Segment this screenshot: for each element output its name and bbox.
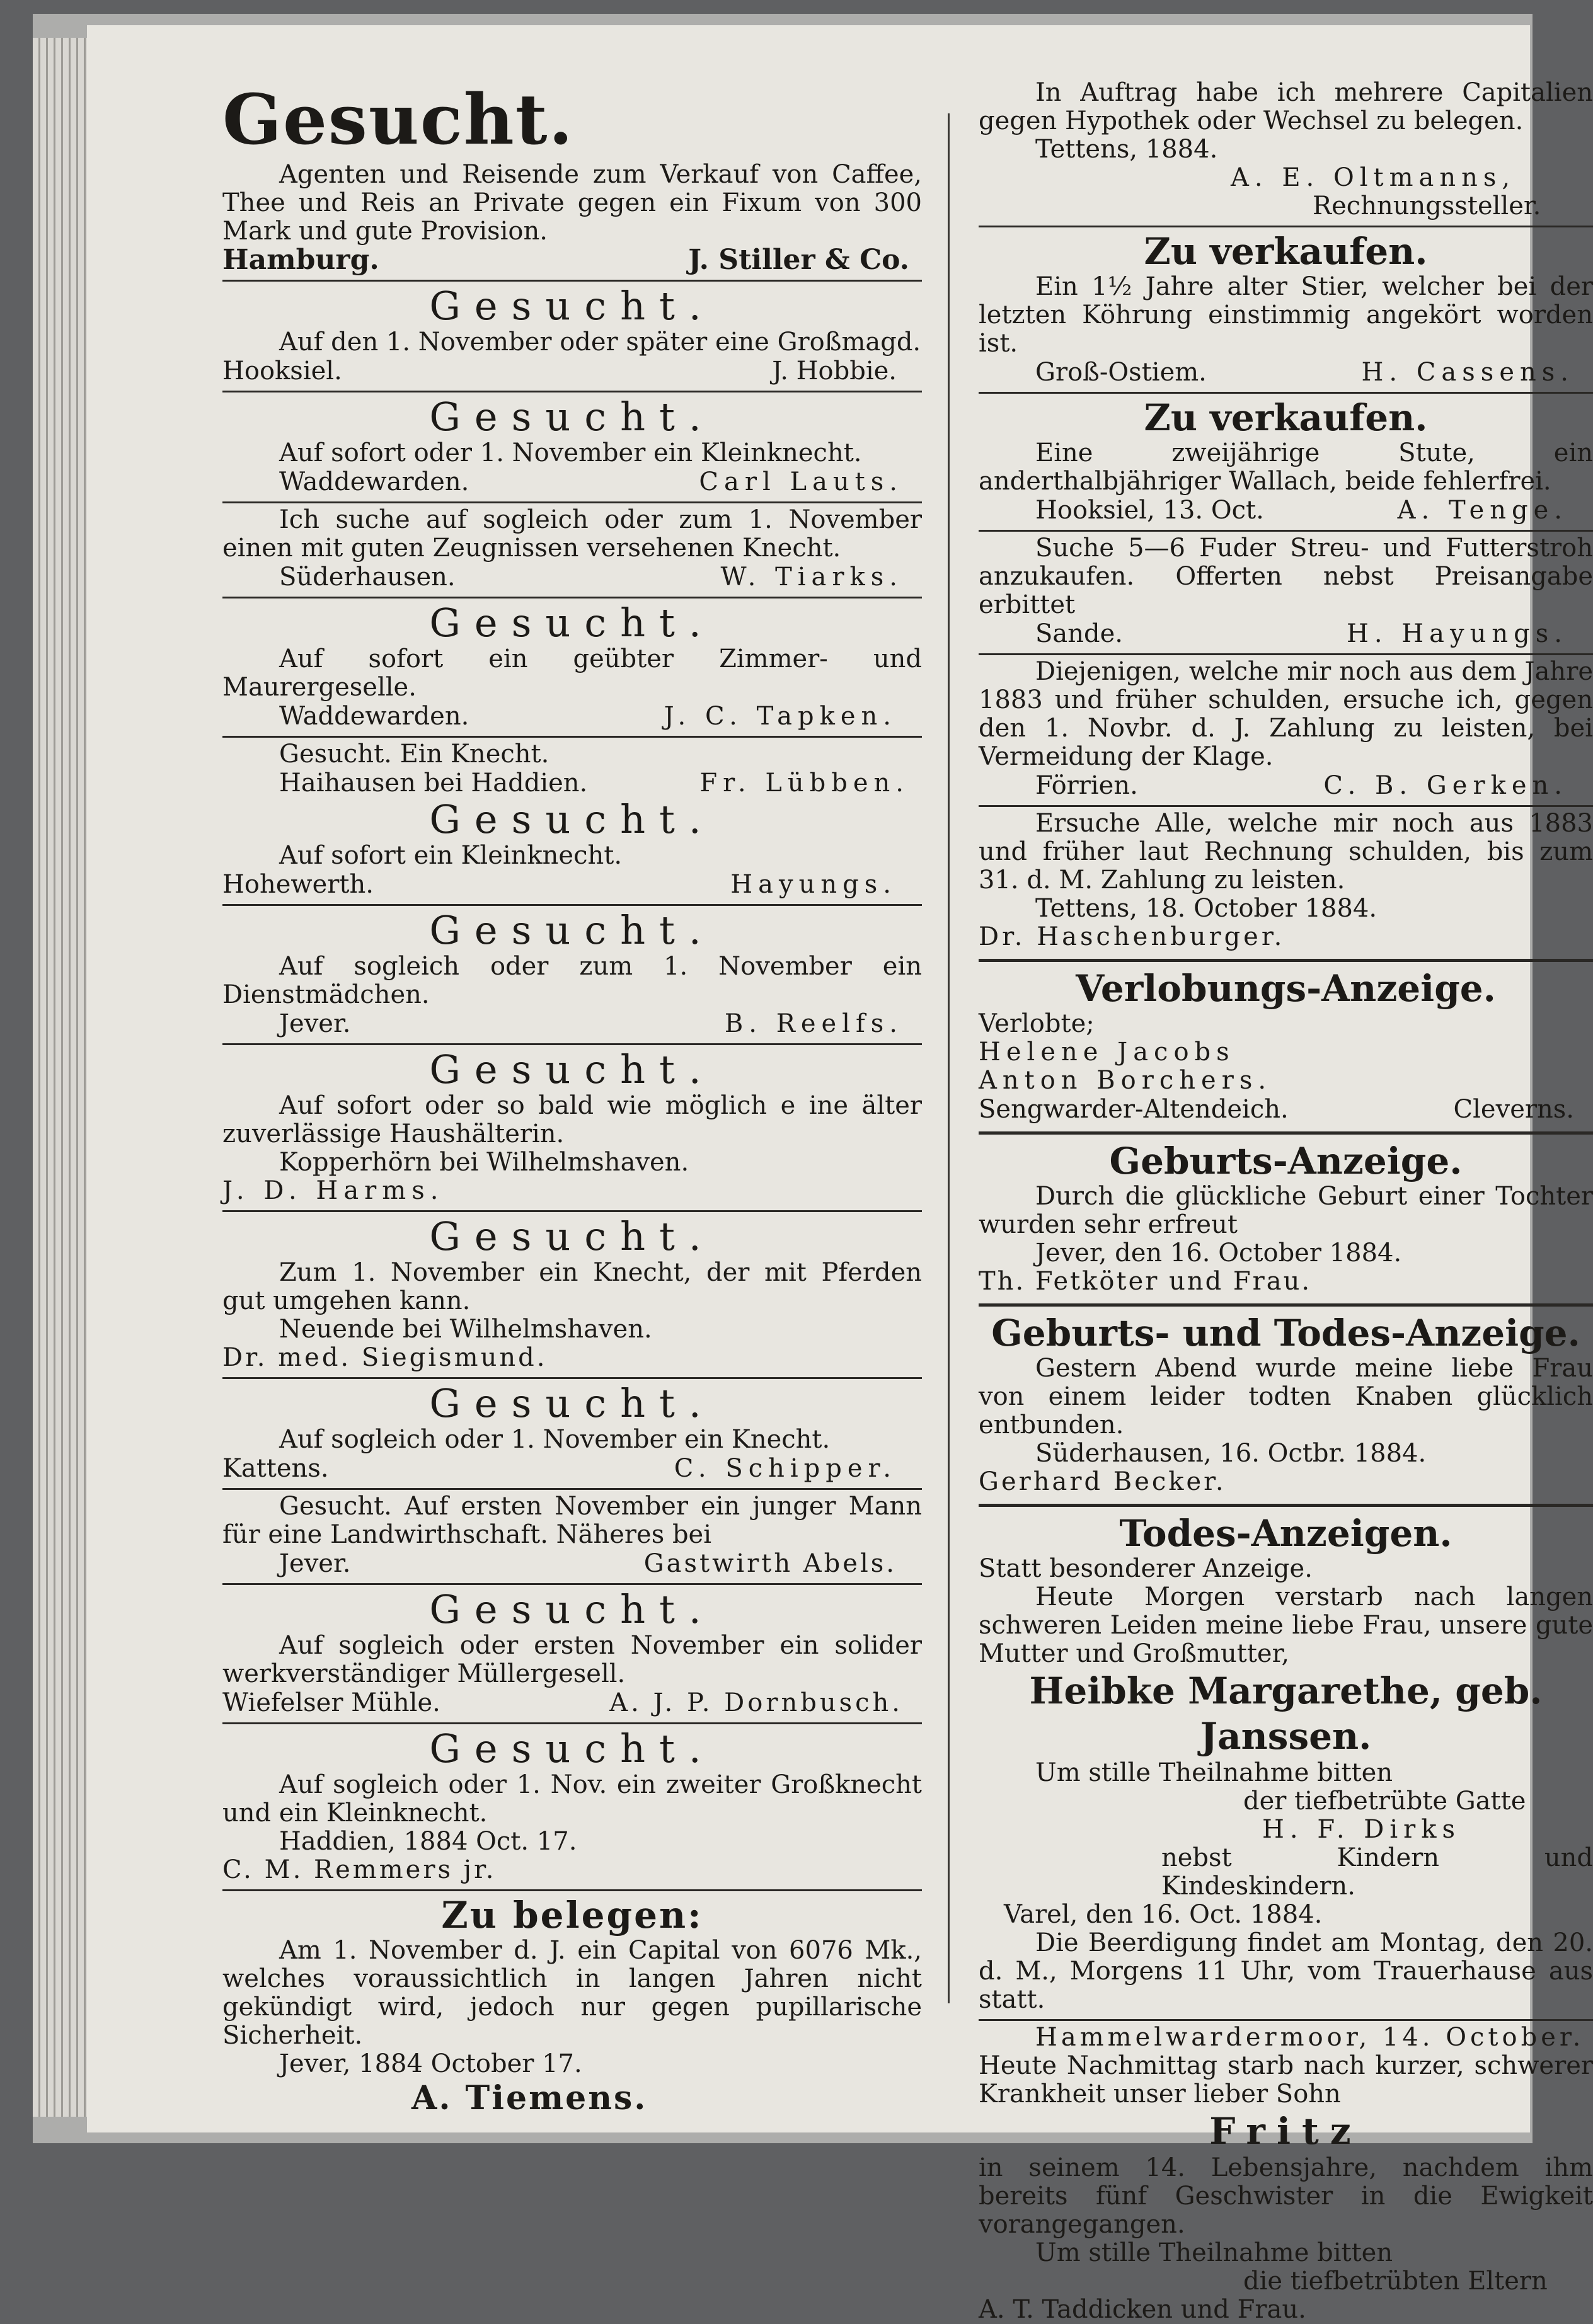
ad-name: J. D. Harms. xyxy=(222,1177,922,1205)
left-column xyxy=(222,79,922,2119)
ad-signature-row xyxy=(979,771,1593,800)
ad-name-1: Helene Jacobs xyxy=(979,1038,1593,1067)
separator xyxy=(222,1488,922,1490)
ad-right-2 xyxy=(979,230,1593,387)
ad-left-6 xyxy=(222,740,922,798)
ad-signature-row xyxy=(222,563,922,592)
ad-text: Heute Morgen verstarb nach langen schweren Leiden meine liebe Frau, unsere gute Mutter und Großmutter, xyxy=(979,1583,1593,1668)
ad-place: Hooksiel. xyxy=(222,357,342,386)
ad-text: Ich suche auf sogleich oder zum 1. November einen mit guten Zeugnissen versehenen Knecht. xyxy=(222,506,922,563)
separator xyxy=(979,959,1593,962)
ad-text: Ein 1½ Jahre alter Stier, welcher bei der letzten Köhrung einstimmig angekört worden ist. xyxy=(979,273,1593,358)
ad-heading: Zu verkaufen. xyxy=(979,396,1593,439)
ad-signature-row xyxy=(222,1549,922,1578)
separator xyxy=(222,1722,922,1724)
ad-right-3 xyxy=(979,396,1593,525)
ad-heading: Gesucht. xyxy=(222,1048,922,1092)
ad-heading: Gesucht. xyxy=(222,395,922,439)
ad-heading: Gesucht. xyxy=(222,601,922,645)
ad-place: Tettens, 18. October 1884. xyxy=(979,895,1593,923)
separator xyxy=(979,1504,1593,1507)
ad-name-2: Anton Borchers. xyxy=(979,1067,1593,1095)
ad-text: Gesucht. Auf ersten November ein junger Mann für eine Landwirthschaft. Näheres bei xyxy=(222,1492,922,1549)
ad-left-12 xyxy=(222,1492,922,1578)
ad-signature-row xyxy=(222,769,922,798)
ad-left-7 xyxy=(222,798,922,899)
separator xyxy=(979,530,1593,532)
ad-right-4 xyxy=(979,534,1593,648)
ad-text: Auf den 1. November oder später eine Großmagd. xyxy=(222,328,922,357)
ad-signature-row xyxy=(222,1688,922,1717)
ad-signature-row xyxy=(222,357,922,386)
ad-text: Auf sofort oder 1. November ein Kleinknecht. xyxy=(222,439,922,467)
separator xyxy=(979,653,1593,655)
ad-place-2: Cleverns. xyxy=(1454,1095,1593,1124)
ad-heading: Zu belegen: xyxy=(222,1894,922,1937)
separator xyxy=(222,1889,922,1891)
ad-line-2: der tiefbetrübte Gatte xyxy=(979,1787,1593,1816)
ad-name: A. Tenge. xyxy=(1398,496,1593,525)
book-page-edges xyxy=(33,38,89,2117)
ad-text: Gestern Abend wurde meine liebe Frau von einem leider todten Knaben glücklich entbunden. xyxy=(979,1354,1593,1440)
ad-heading: Verlobungs-Anzeige. xyxy=(979,967,1593,1010)
ad-name: Gerhard Becker. xyxy=(979,1468,1593,1496)
ad-left-4 xyxy=(222,506,922,592)
ad-signature-row xyxy=(222,702,922,731)
ad-role: Rechnungssteller. xyxy=(979,192,1593,220)
ad-place: Waddewarden. xyxy=(279,467,469,496)
ad-place: Kopperhörn bei Wilhelmshaven. xyxy=(222,1148,922,1177)
separator xyxy=(222,1210,922,1212)
ad-right-5 xyxy=(979,658,1593,800)
ad-place: Haddien, 1884 Oct. 17. xyxy=(222,1828,922,1856)
ad-text: Auf sogleich oder zum 1. November ein Dienstmädchen. xyxy=(222,953,922,1009)
ad-name: Th. Fetköter und Frau. xyxy=(979,1268,1593,1296)
separator xyxy=(979,1303,1593,1307)
ad-text: Heute Nachmittag starb nach kurzer, schwerer Krankheit unser lieber Sohn xyxy=(979,2052,1593,2109)
ad-place: Groß-Ostiem. xyxy=(1035,358,1207,387)
ad-name: Carl Lauts. xyxy=(699,467,922,496)
ad-text: Auf sogleich oder 1. Nov. ein zweiter Großknecht und ein Kleinknecht. xyxy=(222,1771,922,1828)
ad-name: A. Tiemens. xyxy=(222,2078,922,2119)
ad-signature-row xyxy=(979,619,1593,648)
ad-place: Hamburg. xyxy=(222,246,379,275)
ad-signature-row xyxy=(979,496,1593,525)
ad-signature-row xyxy=(222,246,922,275)
ad-name: B. Reelfs. xyxy=(725,1009,922,1038)
ad-text: In Auftrag habe ich mehrere Capitalien gegen Hypothek oder Wechsel zu belegen. xyxy=(979,79,1593,135)
ad-place: Jever. xyxy=(279,1549,350,1578)
separator xyxy=(979,1131,1593,1135)
ad-name: J. Hobbie. xyxy=(772,357,922,386)
ad-place: Neuende bei Wilhelmshaven. xyxy=(222,1315,922,1344)
ad-heading: Gesucht. xyxy=(222,1727,922,1771)
ad-label: Verlobte; xyxy=(979,1010,1593,1038)
ad-left-14 xyxy=(222,1727,922,1884)
ad-text: Suche 5—6 Fuder Streu- und Futterstroh anzukaufen. Offerten nebst Preisangabe erbittet xyxy=(979,534,1593,619)
ad-left-13 xyxy=(222,1588,922,1717)
ad-right-8 xyxy=(979,1140,1593,1296)
ad-left-15 xyxy=(222,1894,922,2119)
ad-heading: Todes-Anzeigen. xyxy=(979,1512,1593,1555)
ad-place: Hooksiel, 13. Oct. xyxy=(1035,496,1264,525)
ad-name: Gastwirth Abels. xyxy=(644,1549,922,1578)
ad-place: Jever. xyxy=(279,1009,350,1038)
ad-place: Wiefelser Mühle. xyxy=(222,1688,440,1717)
ad-name: A. E. Oltmanns, xyxy=(979,164,1593,192)
ad-burial-notice: Die Beerdigung findet am Montag, den 20. d. M., Morgens 11 Uhr, vom Trauerhause aus statt. xyxy=(979,1929,1593,2014)
ad-line-3: H. F. Dirks xyxy=(979,1816,1593,1844)
ad-left-5 xyxy=(222,601,922,731)
ad-name: Hayungs. xyxy=(730,870,922,899)
separator xyxy=(222,1377,922,1379)
separator xyxy=(979,2019,1593,2021)
ad-signature-row xyxy=(222,870,922,899)
ad-right-7 xyxy=(979,967,1593,1124)
ad-text: Gesucht. Ein Knecht. xyxy=(222,740,922,769)
ad-right-9 xyxy=(979,1312,1593,1496)
separator xyxy=(222,904,922,906)
ad-name: W. Tiarks. xyxy=(721,563,922,592)
ad-place: Förrien. xyxy=(1035,771,1138,800)
ad-signature-row xyxy=(979,1095,1593,1124)
ad-right-1 xyxy=(979,79,1593,220)
ad-name: J. C. Tapken. xyxy=(664,702,922,731)
ad-heading: Gesucht. xyxy=(222,908,922,953)
ad-heading: Gesucht. xyxy=(222,79,922,161)
ad-heading: Geburts-Anzeige. xyxy=(979,1140,1593,1182)
ad-text: Ersuche Alle, welche mir noch aus 1883 und früher laut Rechnung schulden, bis zum 31. d. M. Zahlung zu leisten. xyxy=(979,810,1593,895)
column-divider xyxy=(948,113,950,2003)
ad-place: Waddewarden. xyxy=(279,702,469,731)
ad-deceased: Heibke Margarethe, geb. Janssen. xyxy=(979,1668,1593,1759)
ad-left-8 xyxy=(222,908,922,1038)
ad-subheading: Statt besonderer Anzeige. xyxy=(979,1555,1593,1583)
ad-place: Jever, den 16. October 1884. xyxy=(979,1239,1593,1268)
ad-name: H. Cassens. xyxy=(1362,358,1593,387)
ad-signature-row xyxy=(222,467,922,496)
ad-place: Sengwarder-Altendeich. xyxy=(979,1095,1289,1124)
ad-name: A. J. P. Dornbusch. xyxy=(609,1688,922,1717)
ad-text: Eine zweijährige Stute, ein anderthalbjähriger Wallach, beide fehlerfrei. xyxy=(979,439,1593,496)
ad-text: Diejenigen, welche mir noch aus dem Jahre 1883 und früher schulden, ersuche ich, gegen den 1. Novbr. d. J. Zahlung zu leisten, bei Vermeidung der Klage. xyxy=(979,658,1593,771)
ad-place: Varel, den 16. Oct. 1884. xyxy=(979,1901,1593,1929)
ad-place: Hammelwardermoor, 14. October. xyxy=(979,2023,1593,2052)
separator xyxy=(979,226,1593,227)
ad-left-3 xyxy=(222,395,922,496)
ad-name: Dr. Haschenburger. xyxy=(979,923,1593,951)
separator xyxy=(222,391,922,392)
ad-heading: Gesucht. xyxy=(222,798,922,842)
ad-text: Auf sofort ein geübter Zimmer- und Maurergeselle. xyxy=(222,645,922,702)
ad-place: Hohewerth. xyxy=(222,870,374,899)
ad-place: Jever, 1884 October 17. xyxy=(222,2050,922,2078)
separator xyxy=(222,597,922,598)
ad-text: Auf sogleich oder 1. November ein Knecht. xyxy=(222,1426,922,1454)
separator xyxy=(979,805,1593,807)
ad-text: Auf sofort oder so bald wie möglich e ine älter zuverlässige Haushälterin. xyxy=(222,1092,922,1148)
ad-name: C. Schipper. xyxy=(674,1454,922,1483)
ad-name: C. B. Gerken. xyxy=(1323,771,1593,800)
ad-place: Kattens. xyxy=(222,1454,329,1483)
ad-heading: Geburts- und Todes-Anzeige. xyxy=(979,1312,1593,1354)
ad-line-2: die tiefbetrübten Eltern xyxy=(979,2267,1593,2296)
ad-name: H. Hayungs. xyxy=(1347,619,1593,648)
ad-left-2 xyxy=(222,284,922,386)
newspaper-page xyxy=(87,25,1530,2132)
ad-text: Am 1. November d. J. ein Capital von 6076 Mk., welches voraussichtlich in langen Jahren nicht gekündigt wird, jedoch nur gegen pupillarische Sicherheit. xyxy=(222,1937,922,2050)
separator xyxy=(222,1583,922,1585)
ad-signature-row xyxy=(979,358,1593,387)
ad-signature-row xyxy=(222,1454,922,1483)
ad-text-2: in seinem 14. Lebensjahre, nachdem ihm bereits fünf Geschwister in die Ewigkeit vorangegangen. xyxy=(979,2154,1593,2239)
ad-line-1: Um stille Theilnahme bitten xyxy=(979,2239,1593,2267)
ad-signature-row xyxy=(222,1009,922,1038)
ad-name: Dr. med. Siegismund. xyxy=(222,1344,922,1372)
separator xyxy=(222,501,922,503)
ad-text: Durch die glückliche Geburt einer Tochter wurden sehr erfreut xyxy=(979,1182,1593,1239)
ad-heading: Zu verkaufen. xyxy=(979,230,1593,273)
ad-text: Auf sofort ein Kleinknecht. xyxy=(222,842,922,870)
ad-left-1 xyxy=(222,79,922,275)
ad-line-3: A. T. Taddicken und Frau. xyxy=(979,2296,1593,2324)
ad-left-11 xyxy=(222,1382,922,1483)
ad-right-6 xyxy=(979,810,1593,951)
ad-deceased: Fritz xyxy=(979,2109,1593,2154)
ad-place: Süderhausen. xyxy=(279,563,456,592)
separator xyxy=(222,736,922,738)
ad-place: Haihausen bei Haddien. xyxy=(279,769,587,798)
ad-right-10 xyxy=(979,1512,1593,2014)
ad-line-1: Um stille Theilnahme bitten xyxy=(979,1759,1593,1787)
ad-right-11 xyxy=(979,2023,1593,2324)
separator xyxy=(979,392,1593,394)
ad-left-10 xyxy=(222,1215,922,1372)
ad-name: J. Stiller & Co. xyxy=(688,246,922,275)
ad-name: C. M. Remmers jr. xyxy=(222,1856,922,1884)
ad-heading: Gesucht. xyxy=(222,284,922,328)
separator xyxy=(222,280,922,282)
ad-heading: Gesucht. xyxy=(222,1215,922,1259)
ad-heading: Gesucht. xyxy=(222,1382,922,1426)
ad-place: Sande. xyxy=(1035,619,1123,648)
ad-name: Fr. Lübben. xyxy=(699,769,922,798)
ad-text: Zum 1. November ein Knecht, der mit Pferden gut umgehen kann. xyxy=(222,1259,922,1315)
ad-place: Tettens, 1884. xyxy=(979,135,1593,164)
ad-place: Süderhausen, 16. Octbr. 1884. xyxy=(979,1440,1593,1468)
ad-heading: Gesucht. xyxy=(222,1588,922,1632)
separator xyxy=(222,1043,922,1045)
ad-text: Auf sogleich oder ersten November ein solider werkverständiger Müllergesell. xyxy=(222,1632,922,1688)
ad-line-4: nebst Kindern und Kindeskindern. xyxy=(979,1844,1593,1901)
ad-text: Agenten und Reisende zum Verkauf von Caffee, Thee und Reis an Private gegen ein Fixum von 300 Mark und gute Provision. xyxy=(222,161,922,246)
right-column xyxy=(979,79,1593,2324)
ad-left-9 xyxy=(222,1048,922,1205)
